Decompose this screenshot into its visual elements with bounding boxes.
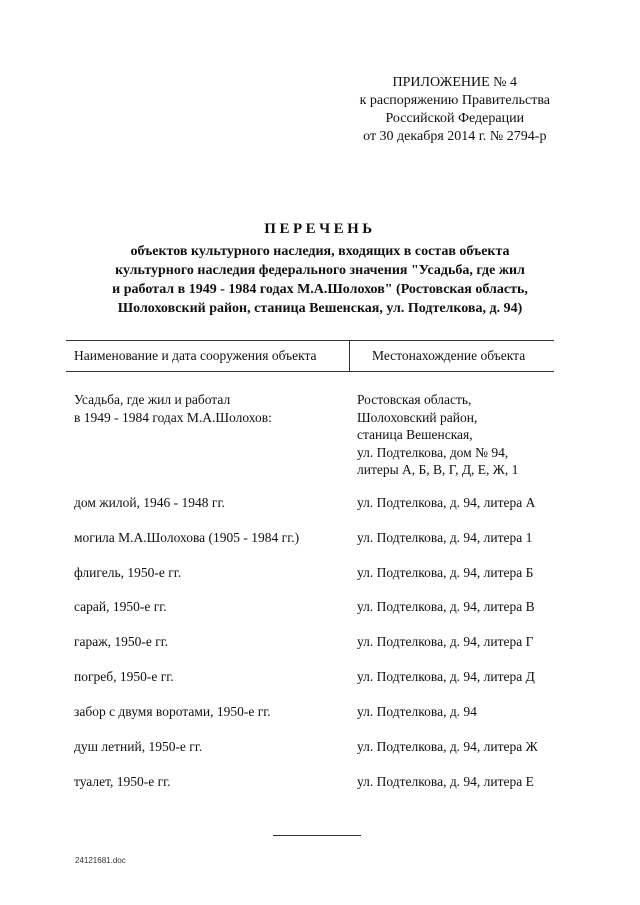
object-location-cell <box>357 703 477 721</box>
object-location-line: Ростовская область, <box>357 392 472 407</box>
subtitle-line: объектов культурного наследия, входящих в состав объекта <box>130 244 510 259</box>
object-location-line: Шолоховский район, <box>357 409 478 425</box>
object-location-cell <box>357 529 532 547</box>
object-location-line: ул. Подтелкова, д. 94, литера Д <box>357 669 535 684</box>
subtitle-line: культурного наследия федерального значения "Усадьба, где жил <box>115 263 525 278</box>
subtitle-line: Шолоховский район, станица Вешенская, ул. Подтелкова, д. 94) <box>117 301 523 316</box>
object-name-cell <box>74 564 181 582</box>
object-location-line: ул. Подтелкова, дом № 94, <box>357 444 509 460</box>
object-location-line: ул. Подтелкова, д. 94, литера Г <box>357 634 534 649</box>
object-location-line: ул. Подтелкова, д. 94, литера 1 <box>357 530 533 545</box>
document-subtitle <box>70 242 570 318</box>
object-location-line: ул. Подтелкова, д. 94, литера Б <box>357 565 534 580</box>
table-header-divider <box>349 341 350 371</box>
object-location-line: ул. Подтелкова, д. 94, литера Е <box>357 774 534 789</box>
object-location-cell <box>357 391 518 479</box>
object-location-line: ул. Подтелкова, д. 94, литера А <box>357 495 536 510</box>
object-name-line: гараж, 1950-е гг. <box>74 634 169 649</box>
object-name-cell <box>74 668 174 686</box>
object-name-cell <box>74 391 272 426</box>
document-title: ПЕРЕЧЕНЬ <box>264 221 376 237</box>
column-header-location: Местонахождение объекта <box>372 348 526 363</box>
file-name: 24121681.doc <box>75 856 126 865</box>
object-name-line: в 1949 - 1984 годах М.А.Шолохов: <box>74 409 272 425</box>
subtitle-line: и работал в 1949 - 1984 годах М.А.Шолохов" (Ростовская область, <box>112 282 528 297</box>
object-name-line: могила М.А.Шолохова (1905 - 1984 гг.) <box>74 530 300 545</box>
column-header-name: Наименование и дата сооружения объекта <box>74 348 317 363</box>
appendix-date: от 30 декабря 2014 г. № 2794-р <box>363 129 547 144</box>
object-name-cell <box>74 738 202 756</box>
appendix-order: к распоряжению Правительства <box>359 93 550 108</box>
object-location-cell <box>357 773 534 791</box>
object-location-cell <box>357 564 533 582</box>
object-name-line: Усадьба, где жил и работал <box>74 392 231 407</box>
object-name-cell <box>74 773 171 791</box>
object-location-cell <box>357 738 538 756</box>
appendix-block <box>360 74 550 146</box>
object-name-line: туалет, 1950-е гг. <box>74 774 171 789</box>
appendix-number: ПРИЛОЖЕНИЕ № 4 <box>392 75 518 90</box>
object-name-cell <box>74 529 299 547</box>
object-name-cell <box>74 598 167 616</box>
object-name-line: флигель, 1950-е гг. <box>74 565 182 580</box>
object-location-cell <box>357 633 533 651</box>
table-top-rule <box>66 340 554 341</box>
object-location-line: ул. Подтелкова, д. 94 <box>357 704 477 719</box>
object-location-line: литеры А, Б, В, Г, Д, Е, Ж, 1 <box>357 462 519 477</box>
table-header-rule <box>66 371 554 372</box>
object-name-line: погреб, 1950-е гг. <box>74 669 174 684</box>
object-location-cell <box>357 494 535 512</box>
object-name-line: душ летний, 1950-е гг. <box>74 739 203 754</box>
object-name-cell <box>74 703 271 721</box>
object-location-cell <box>357 598 535 616</box>
object-name-cell <box>74 633 168 651</box>
object-location-line: ул. Подтелкова, д. 94, литера Ж <box>357 739 538 754</box>
object-location-cell <box>357 668 535 686</box>
footer-rule <box>273 835 361 836</box>
object-location-line: ул. Подтелкова, д. 94, литера В <box>357 599 535 614</box>
appendix-government: Российской Федерации <box>385 111 525 126</box>
object-location-line: станица Вешенская, <box>357 427 473 442</box>
object-name-cell <box>74 494 225 512</box>
object-name-line: дом жилой, 1946 - 1948 гг. <box>74 495 225 510</box>
object-name-line: забор с двумя воротами, 1950-е гг. <box>74 704 271 719</box>
object-name-line: сарай, 1950-е гг. <box>74 599 167 614</box>
